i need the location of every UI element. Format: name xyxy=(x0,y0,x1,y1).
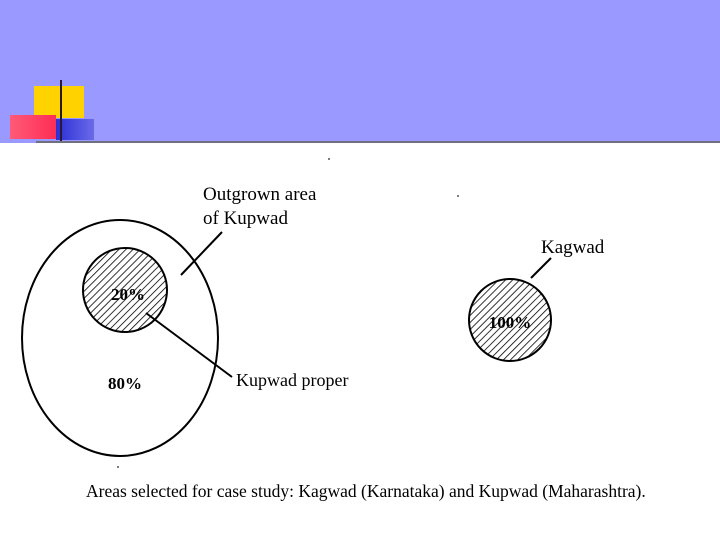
kupwad-proper-percent: 20% xyxy=(111,285,145,304)
speck xyxy=(117,466,119,468)
outgrown-area-label-line2: of Kupwad xyxy=(203,208,288,229)
outgrown-area-label-line1: Outgrown area xyxy=(203,184,317,205)
diagram-caption: Areas selected for case study: Kagwad (Karnataka) and Kupwad (Maharashtra). xyxy=(86,481,646,501)
kagwad-label: Kagwad xyxy=(541,237,605,258)
speck xyxy=(328,158,330,160)
kagwad-leader-line xyxy=(531,258,551,278)
kupwad-proper-leader-line xyxy=(146,313,232,377)
speck xyxy=(457,195,459,197)
outgrown-area-percent: 80% xyxy=(108,374,142,393)
kagwad-percent: 100% xyxy=(488,313,532,332)
kupwad-proper-label: Kupwad proper xyxy=(236,370,349,390)
